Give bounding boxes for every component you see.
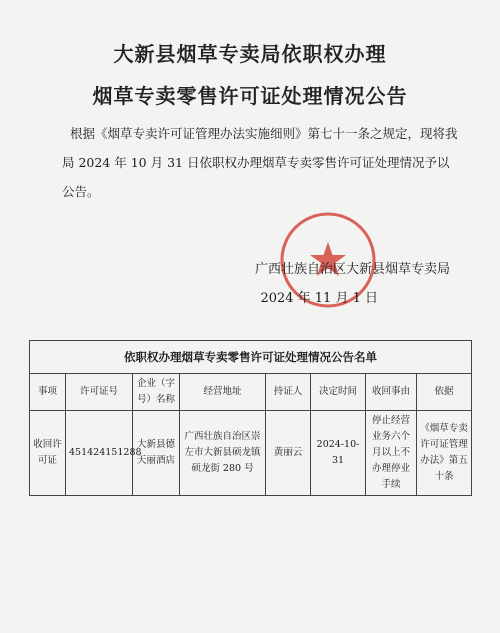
header-cell: 收回事由: [366, 374, 417, 411]
table-caption: 依职权办理烟草专卖零售许可证处理情况公告名单: [30, 341, 472, 374]
notice-table: [29, 340, 471, 496]
table-header-row: [30, 374, 472, 411]
table-row: [30, 411, 472, 496]
notice-title-line2: 烟草专卖零售许可证处理情况公告: [92, 84, 408, 108]
header-cell: 依据: [417, 374, 472, 411]
signature-date: 2024 年 11 月 1 日: [260, 291, 378, 306]
signature-organization: 广西壮族自治区大新县烟草专卖局: [254, 262, 450, 277]
header-cell: 决定时间: [311, 374, 366, 411]
row-cell-item: 收回许可证: [30, 411, 66, 496]
header-cell: 许可证号: [66, 374, 133, 411]
header-cell: 经营地址: [180, 374, 266, 411]
header-cell: 事项: [30, 374, 66, 411]
row-cell-reason: 停止经营业务六个月以上不办理停业手续: [366, 411, 417, 496]
header-cell: 企业（字号）名称: [133, 374, 180, 411]
header-cell: 持证人: [266, 374, 311, 411]
row-cell-basis: 《烟草专卖许可证管理办法》第五十条: [417, 411, 472, 496]
row-cell-license-number: 451424151288: [66, 411, 133, 496]
notice-title-line1: 大新县烟草专卖局依职权办理: [113, 42, 387, 66]
notice-paragraph: 根据《烟草专卖许可证管理办法实施细则》第七十一条之规定，现将我局 2024 年 10 月 31 日依职权办理烟草专卖零售许可证处理情况予以公告。: [62, 126, 458, 199]
row-cell-holder: 黄丽云: [266, 411, 311, 496]
row-cell-decision-date: 2024-10-31: [311, 411, 366, 496]
row-cell-business-name: 大新县德天丽酒店: [133, 411, 180, 496]
row-cell-address: 广西壮族自治区崇左市大新县硕龙镇硕龙街 280 号: [180, 411, 266, 496]
